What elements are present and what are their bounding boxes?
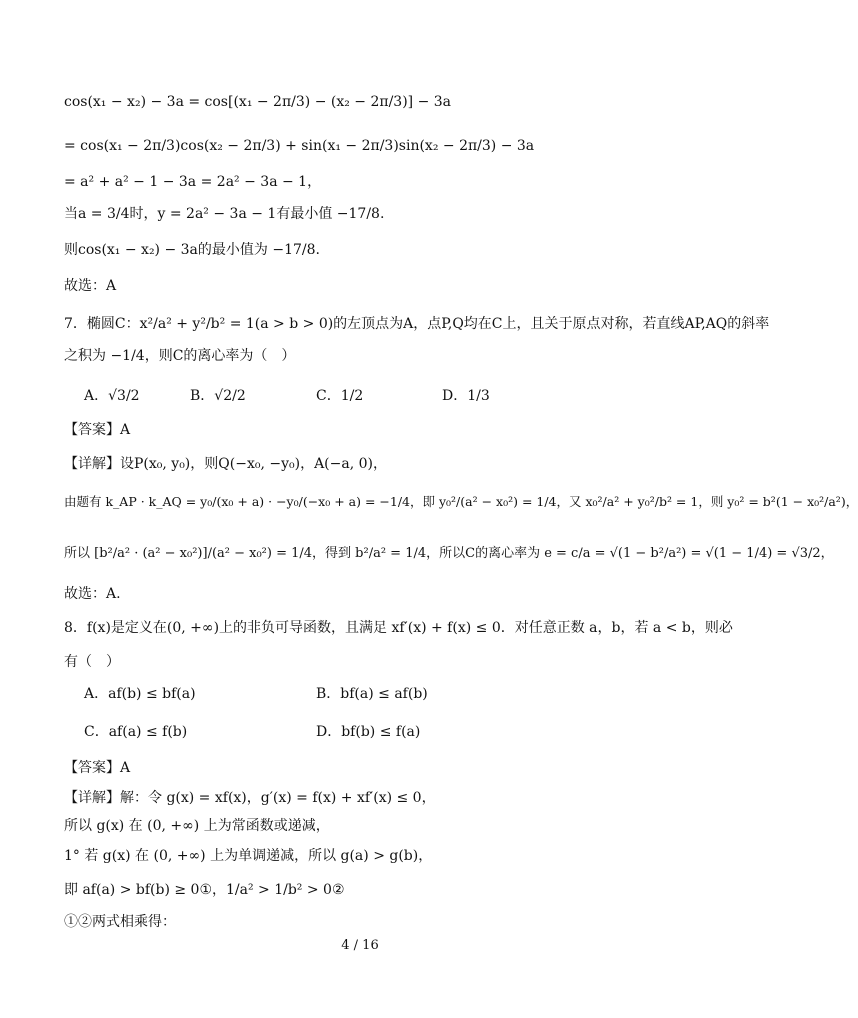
q7-option-b: B．√2/2 (190, 388, 246, 404)
text-line: = cos(x₁ − 2π/3)cos(x₂ − 2π/3) + sin(x₁ − 2π/3)sin(x₂ − 2π/3) − 3a (64, 138, 535, 154)
answer-label: 【答案】A (64, 422, 131, 438)
text-line: 故选：A. (64, 586, 121, 602)
question-8-stem: 8．f(x)是定义在(0, +∞)上的非负可导函数，且满足 xf′(x) + f(x) ≤ 0．对任意正数 a，b，若 a < b，则必 (64, 620, 733, 636)
question-8-stem-cont: 有（ ） (64, 654, 120, 670)
q8-option-d: D．bf(b) ≤ f(a) (316, 724, 421, 740)
q7-option-d: D．1/3 (442, 388, 490, 404)
text-line: 则cos(x₁ − x₂) − 3a的最小值为 −17/8. (64, 242, 320, 258)
explanation-line: 所以 g(x) 在 (0, +∞) 上为常函数或递减， (64, 818, 330, 834)
explanation-line: 即 af(a) > bf(b) ≥ 0①，1/a² > 1/b² > 0② (64, 882, 345, 898)
q7-option-a: A．√3/2 (84, 388, 140, 404)
text-line: cos(x₁ − x₂) − 3a = cos[(x₁ − 2π/3) − (x₂ − 2π/3)] − 3a (64, 94, 452, 110)
question-7-stem: 7．椭圆C：x²/a² + y²/b² = 1(a > b > 0)的左顶点为A，点P,Q均在C上，且关于原点对称，若直线AP,AQ的斜率 (64, 316, 770, 332)
q8-option-a: A．af(b) ≤ bf(a) (84, 686, 196, 702)
explanation-line: 由题有 k_AP · k_AQ = y₀/(x₀ + a) · −y₀/(−x₀ + a) = −1/4，即 y₀²/(a² − x₀²) = 1/4，又 x₀²/a² + y₀²/b² = 1，则 y₀² = b²(1 − x₀²/a²)， (64, 494, 858, 509)
page-number: 4 / 16 (341, 938, 379, 953)
explanation-line: 【详解】设P(x₀, y₀)，则Q(−x₀, −y₀)，A(−a, 0)， (64, 456, 387, 472)
q8-option-b: B．bf(a) ≤ af(b) (316, 686, 428, 702)
text-line: = a² + a² − 1 − 3a = 2a² − 3a − 1， (64, 174, 322, 190)
text-line: 当a = 3/4时，y = 2a² − 3a − 1有最小值 −17/8. (64, 206, 385, 222)
question-7-stem-cont: 之积为 −1/4，则C的离心率为（ ） (64, 348, 296, 364)
explanation-line: 1° 若 g(x) 在 (0, +∞) 上为单调递减，所以 g(a) > g(b)， (64, 848, 433, 864)
q7-option-c: C．1/2 (316, 388, 364, 404)
explanation-line: 【详解】解：令 g(x) = xf(x)，g′(x) = f(x) + xf′(x) ≤ 0， (64, 790, 436, 806)
text-line: 故选：A (64, 278, 117, 294)
answer-label: 【答案】A (64, 760, 131, 776)
explanation-line: 所以 [b²/a² · (a² − x₀²)]/(a² − x₀²) = 1/4，得到 b²/a² = 1/4，所以C的离心率为 e = c/a = √(1 − b²/a²) = √(1 − 1/4) = √3/2， (64, 546, 834, 561)
explanation-line: ①②两式相乘得： (64, 914, 176, 930)
q8-option-c: C．af(a) ≤ f(b) (84, 724, 188, 740)
